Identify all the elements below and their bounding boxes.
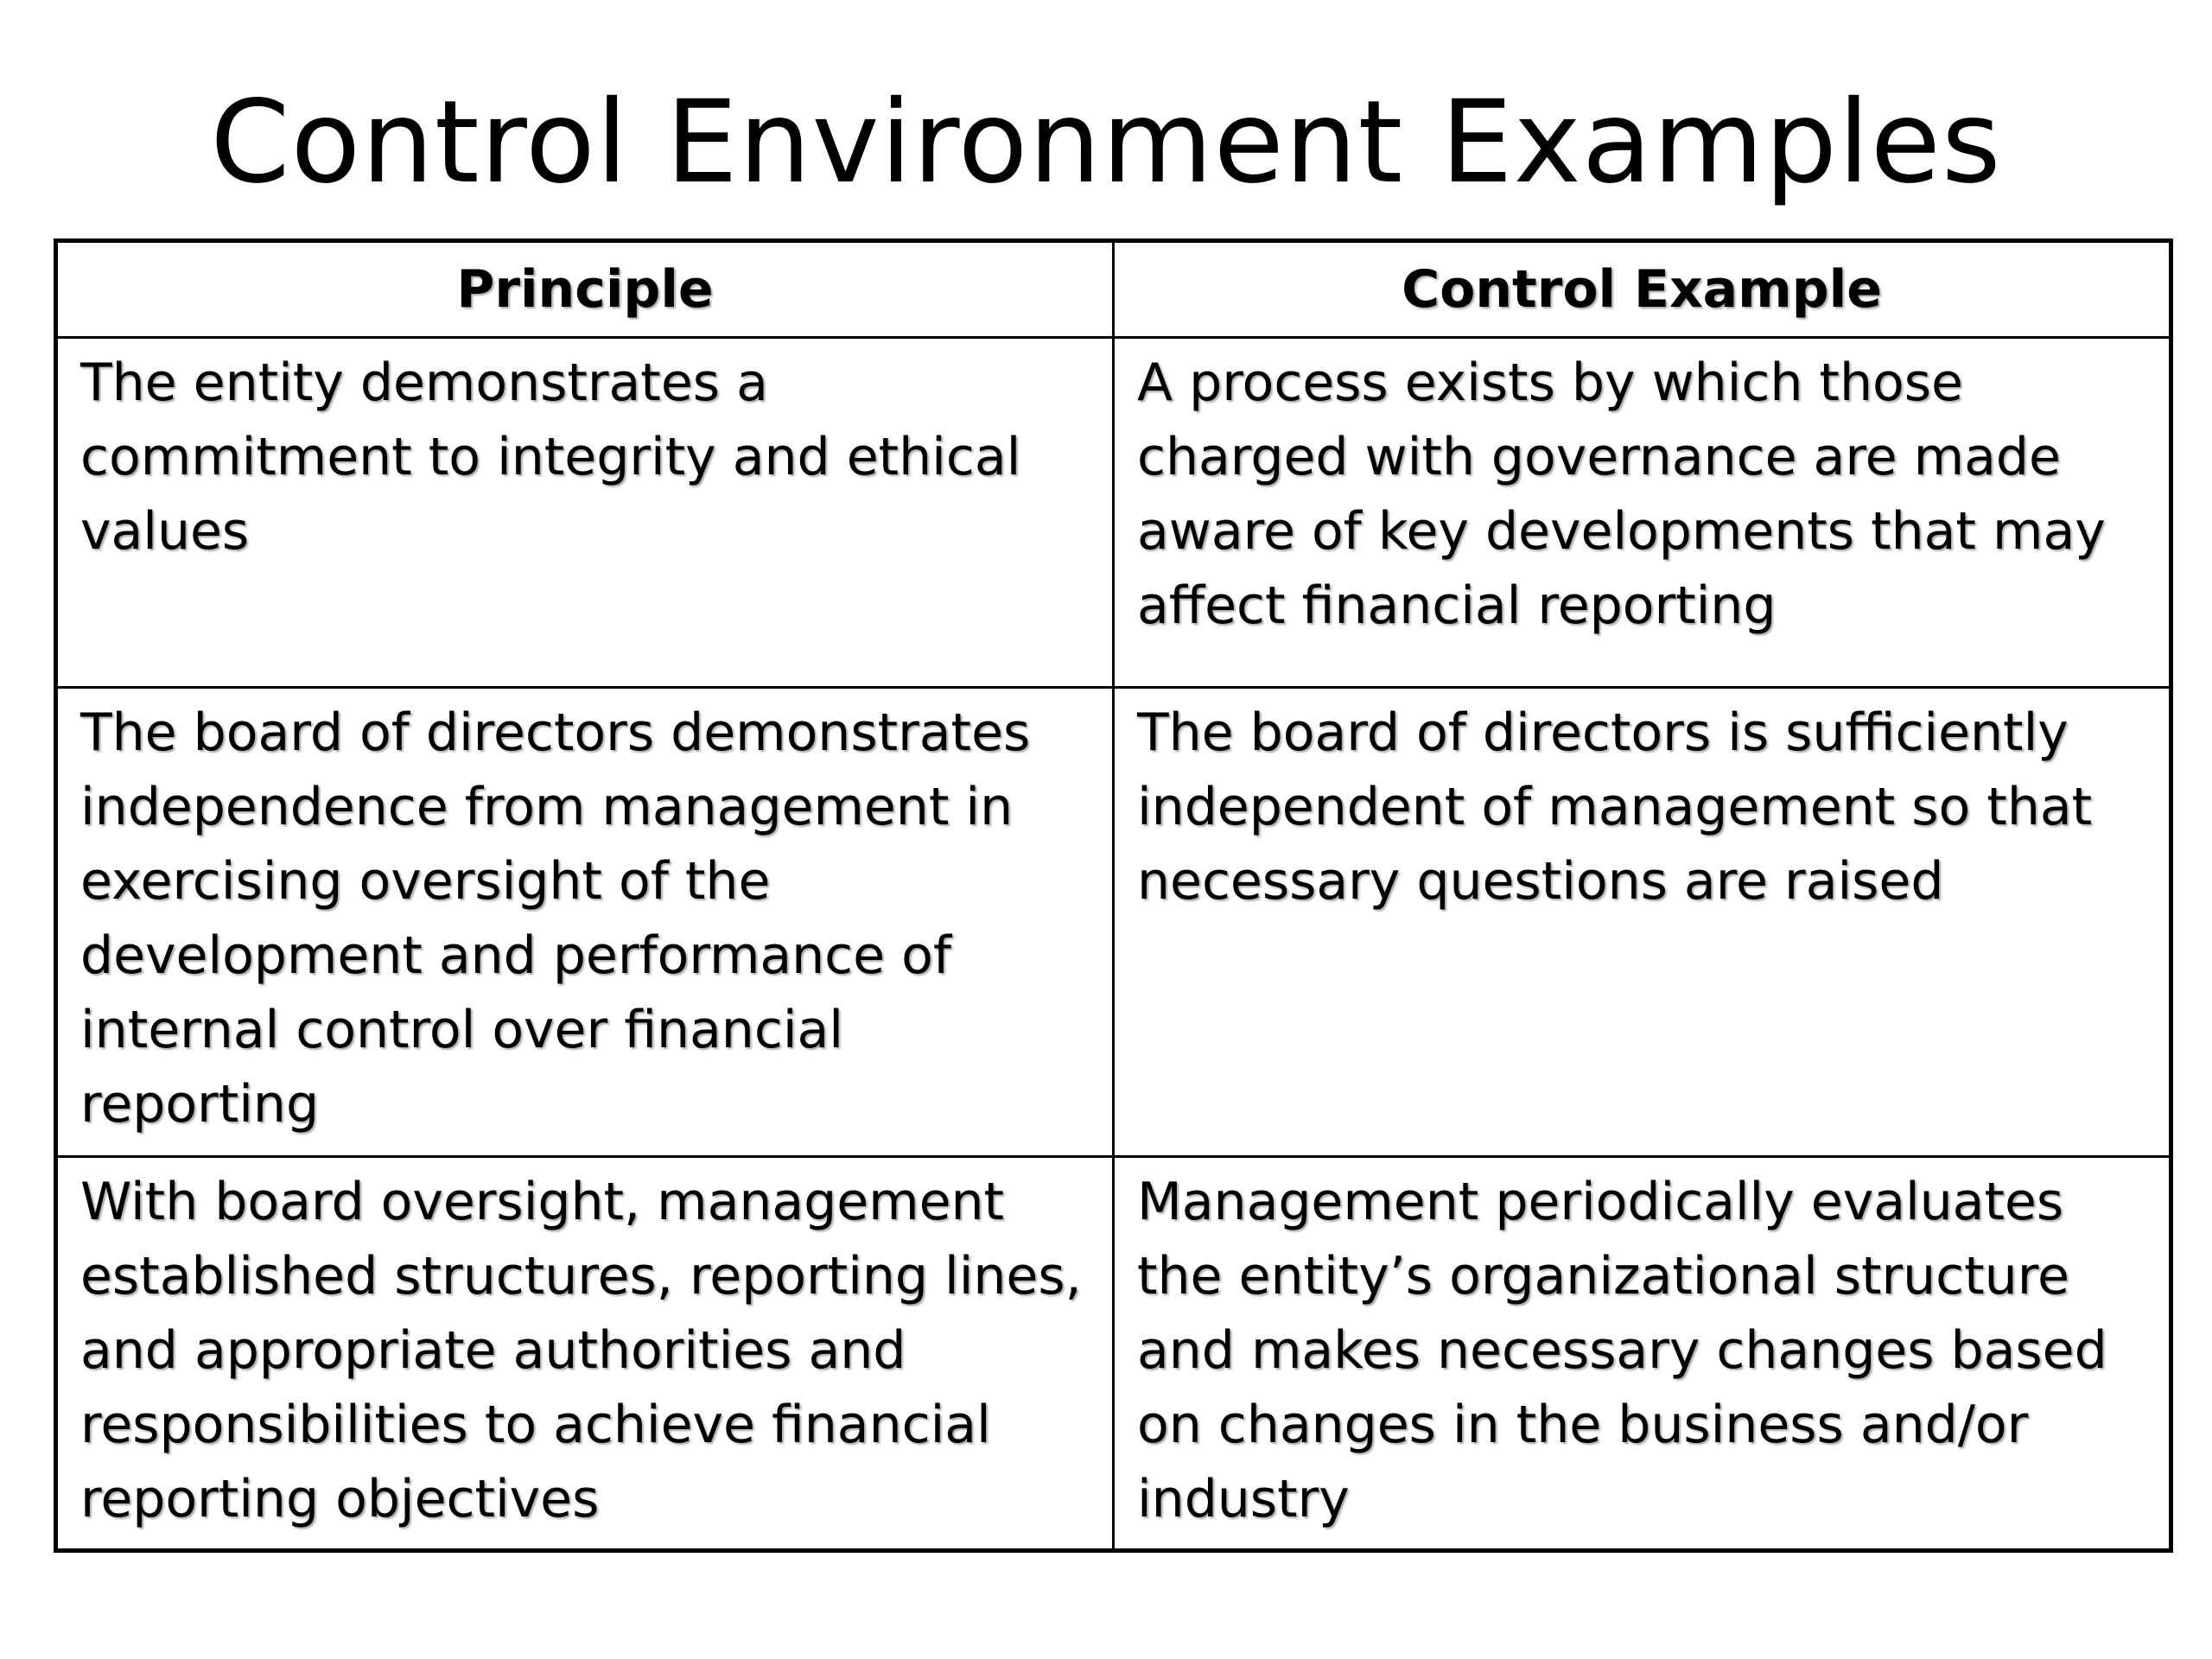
control-environment-table	[54, 238, 2173, 1553]
control-example-cell: The board of directors is sufficiently independent of management so that necessary questions are raised	[1114, 688, 2171, 1157]
table-row	[56, 1157, 2171, 1551]
control-example-cell: Management periodically evaluates the entity’s organizational structure and makes necessary changes based on changes in the business and/or industry	[1114, 1157, 2171, 1551]
control-example-cell: A process exists by which those charged with governance are made aware of key developments that may affect financial reporting	[1114, 338, 2171, 688]
header-principle: Principle	[56, 241, 1114, 338]
table-row	[56, 338, 2171, 688]
slide-title: Control Environment Examples	[210, 76, 2002, 209]
header-control-example: Control Example	[1114, 241, 2171, 338]
principle-cell: With board oversight, management established structures, reporting lines, and appropriate authorities and responsibilities to achieve financial reporting objectives	[56, 1157, 1114, 1551]
table-row	[56, 688, 2171, 1157]
principle-cell: The entity demonstrates a commitment to integrity and ethical values	[56, 338, 1114, 688]
principle-cell: The board of directors demonstrates independence from management in exercising oversight of the development and performance of internal control over financial reporting	[56, 688, 1114, 1157]
table-header-row	[56, 241, 2171, 338]
